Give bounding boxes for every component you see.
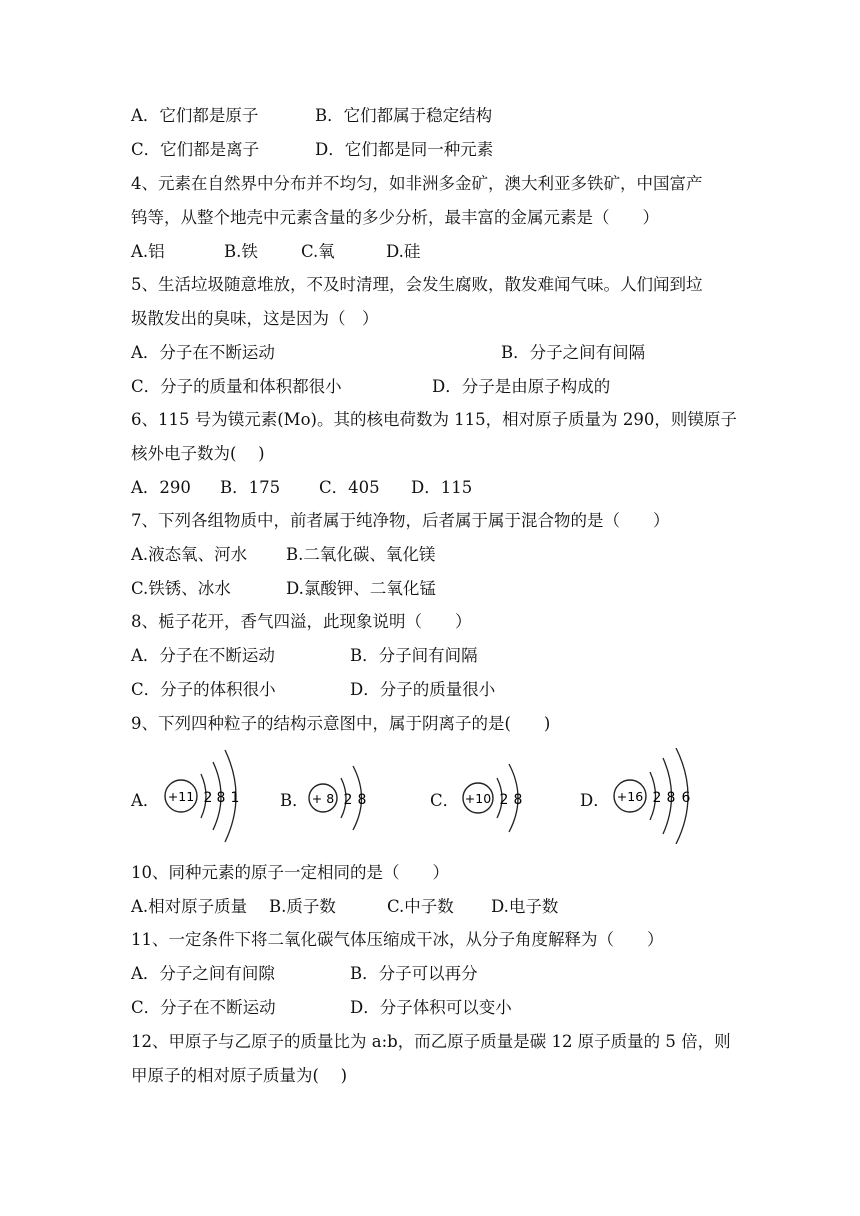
q3-option-c: C．它们都是离子 (131, 140, 260, 159)
q8-stem: 8、栀子花开，香气四溢，此现象说明（ ） (131, 612, 472, 631)
q10-stem: 10、同种元素的原子一定相同的是（ ） (131, 863, 449, 882)
shell-electrons-1: 2 (499, 792, 509, 808)
atom-c-svg (430, 748, 540, 844)
q10-option-d: D.电子数 (491, 897, 559, 916)
q5-stem-line-2: 圾散发出的臭味，这是因为（ ） (131, 309, 379, 328)
q7-option-b: B.二氧化碳、氧化镁 (286, 545, 436, 564)
shell-electrons-2: 8 (666, 790, 676, 806)
q6-option-c: C．405 (319, 478, 380, 497)
atom-diagram-d (580, 748, 710, 844)
q10-option-c: C.中子数 (387, 897, 454, 916)
atom-diagram-c (430, 748, 540, 844)
atom-b-label: B． (280, 791, 309, 810)
q6-option-b: B．175 (220, 478, 281, 497)
atom-c-label: C． (430, 791, 460, 810)
atom-diagram-a (131, 748, 256, 844)
shell-electrons-3: 1 (230, 790, 240, 806)
shell-electrons-1: 2 (652, 790, 662, 806)
nucleus-charge: +10 (464, 791, 492, 806)
shell-electrons-2: 8 (216, 790, 226, 806)
q5-option-d: D．分子是由原子构成的 (432, 377, 611, 396)
q4-option-c: C.氧 (301, 242, 335, 261)
atom-diagram-b (280, 748, 390, 844)
shell-electrons-2: 8 (513, 792, 523, 808)
atom-a-svg (131, 748, 256, 844)
nucleus-charge: + 8 (311, 791, 335, 806)
q3-option-a: A．它们都是原子 (131, 106, 259, 125)
q12-stem-line-2: 甲原子的相对原子质量为( ) (131, 1066, 348, 1085)
shell-electrons-1: 2 (343, 792, 353, 808)
q4-stem-line-2: 钨等，从整个地壳中元素含量的多少分析，最丰富的金属元素是（ ） (131, 208, 659, 227)
q6-option-d: D．115 (411, 478, 473, 497)
q4-stem-line-1: 4、元素在自然界中分布并不均匀，如非洲多金矿，澳大利亚多铁矿，中国富产 (131, 174, 703, 193)
q9-stem: 9、下列四种粒子的结构示意图中，属于阴离子的是( ) (131, 714, 551, 733)
q5-option-c: C．分子的质量和体积都很小 (131, 377, 342, 396)
shell-electrons-2: 8 (357, 792, 367, 808)
q8-option-b: B．分子间有间隔 (350, 646, 478, 665)
nucleus-charge: +16 (616, 789, 644, 804)
q11-option-c: C．分子在不断运动 (131, 998, 276, 1017)
q7-stem: 7、下列各组物质中，前者属于纯净物，后者属于属于混合物的是（ ） (131, 511, 670, 530)
atom-a-label: A． (131, 791, 160, 810)
q10-option-a: A.相对原子质量 (131, 897, 248, 916)
q10-option-b: B.质子数 (269, 897, 336, 916)
q6-stem-line-2: 核外电子数为( ) (131, 444, 265, 463)
q4-option-b: B.铁 (224, 242, 258, 261)
q5-option-b: B．分子之间有间隔 (501, 343, 646, 362)
q11-option-a: A．分子之间有间隙 (131, 964, 275, 983)
q8-option-d: D．分子的质量很小 (350, 680, 496, 699)
q3-option-d: D．它们都是同一种元素 (315, 140, 494, 159)
shell-electrons-1: 2 (203, 790, 213, 806)
atom-b-svg (280, 748, 390, 844)
q5-stem-line-1: 5、生活垃圾随意堆放，不及时清理，会发生腐败，散发难闻气味。人们闻到垃 (131, 275, 703, 294)
shell-electrons-3: 6 (681, 790, 691, 806)
q8-option-a: A．分子在不断运动 (131, 646, 275, 665)
q6-stem-line-1: 6、115 号为镆元素(Mo)。其的核电荷数为 115，相对原子质量为 290，则镆原子 (131, 410, 737, 429)
q6-option-a: A．290 (131, 478, 191, 497)
q11-stem: 11、一定条件下将二氧化碳气体压缩成干冰，从分子角度解释为（ ） (131, 930, 664, 949)
q8-option-c: C．分子的体积很小 (131, 680, 276, 699)
q5-option-a: A．分子在不断运动 (131, 343, 275, 362)
q12-stem-line-1: 12、甲原子与乙原子的质量比为 a:b，而乙原子质量是碳 12 原子质量的 5 倍，则 (131, 1032, 731, 1051)
nucleus-charge: +11 (167, 789, 195, 804)
q7-option-d: D.氯酸钾、二氧化锰 (286, 579, 436, 598)
q11-option-b: B．分子可以再分 (350, 964, 478, 983)
q4-option-a: A.铝 (131, 242, 165, 261)
atom-d-svg (580, 748, 710, 844)
atom-d-label: D． (580, 791, 610, 810)
q4-option-d: D.硅 (386, 242, 421, 261)
q7-option-c: C.铁锈、冰水 (131, 579, 231, 598)
q11-option-d: D．分子体积可以变小 (350, 998, 512, 1017)
q7-option-a: A.液态氧、河水 (131, 545, 248, 564)
q3-option-b: B．它们都属于稳定结构 (315, 106, 493, 125)
